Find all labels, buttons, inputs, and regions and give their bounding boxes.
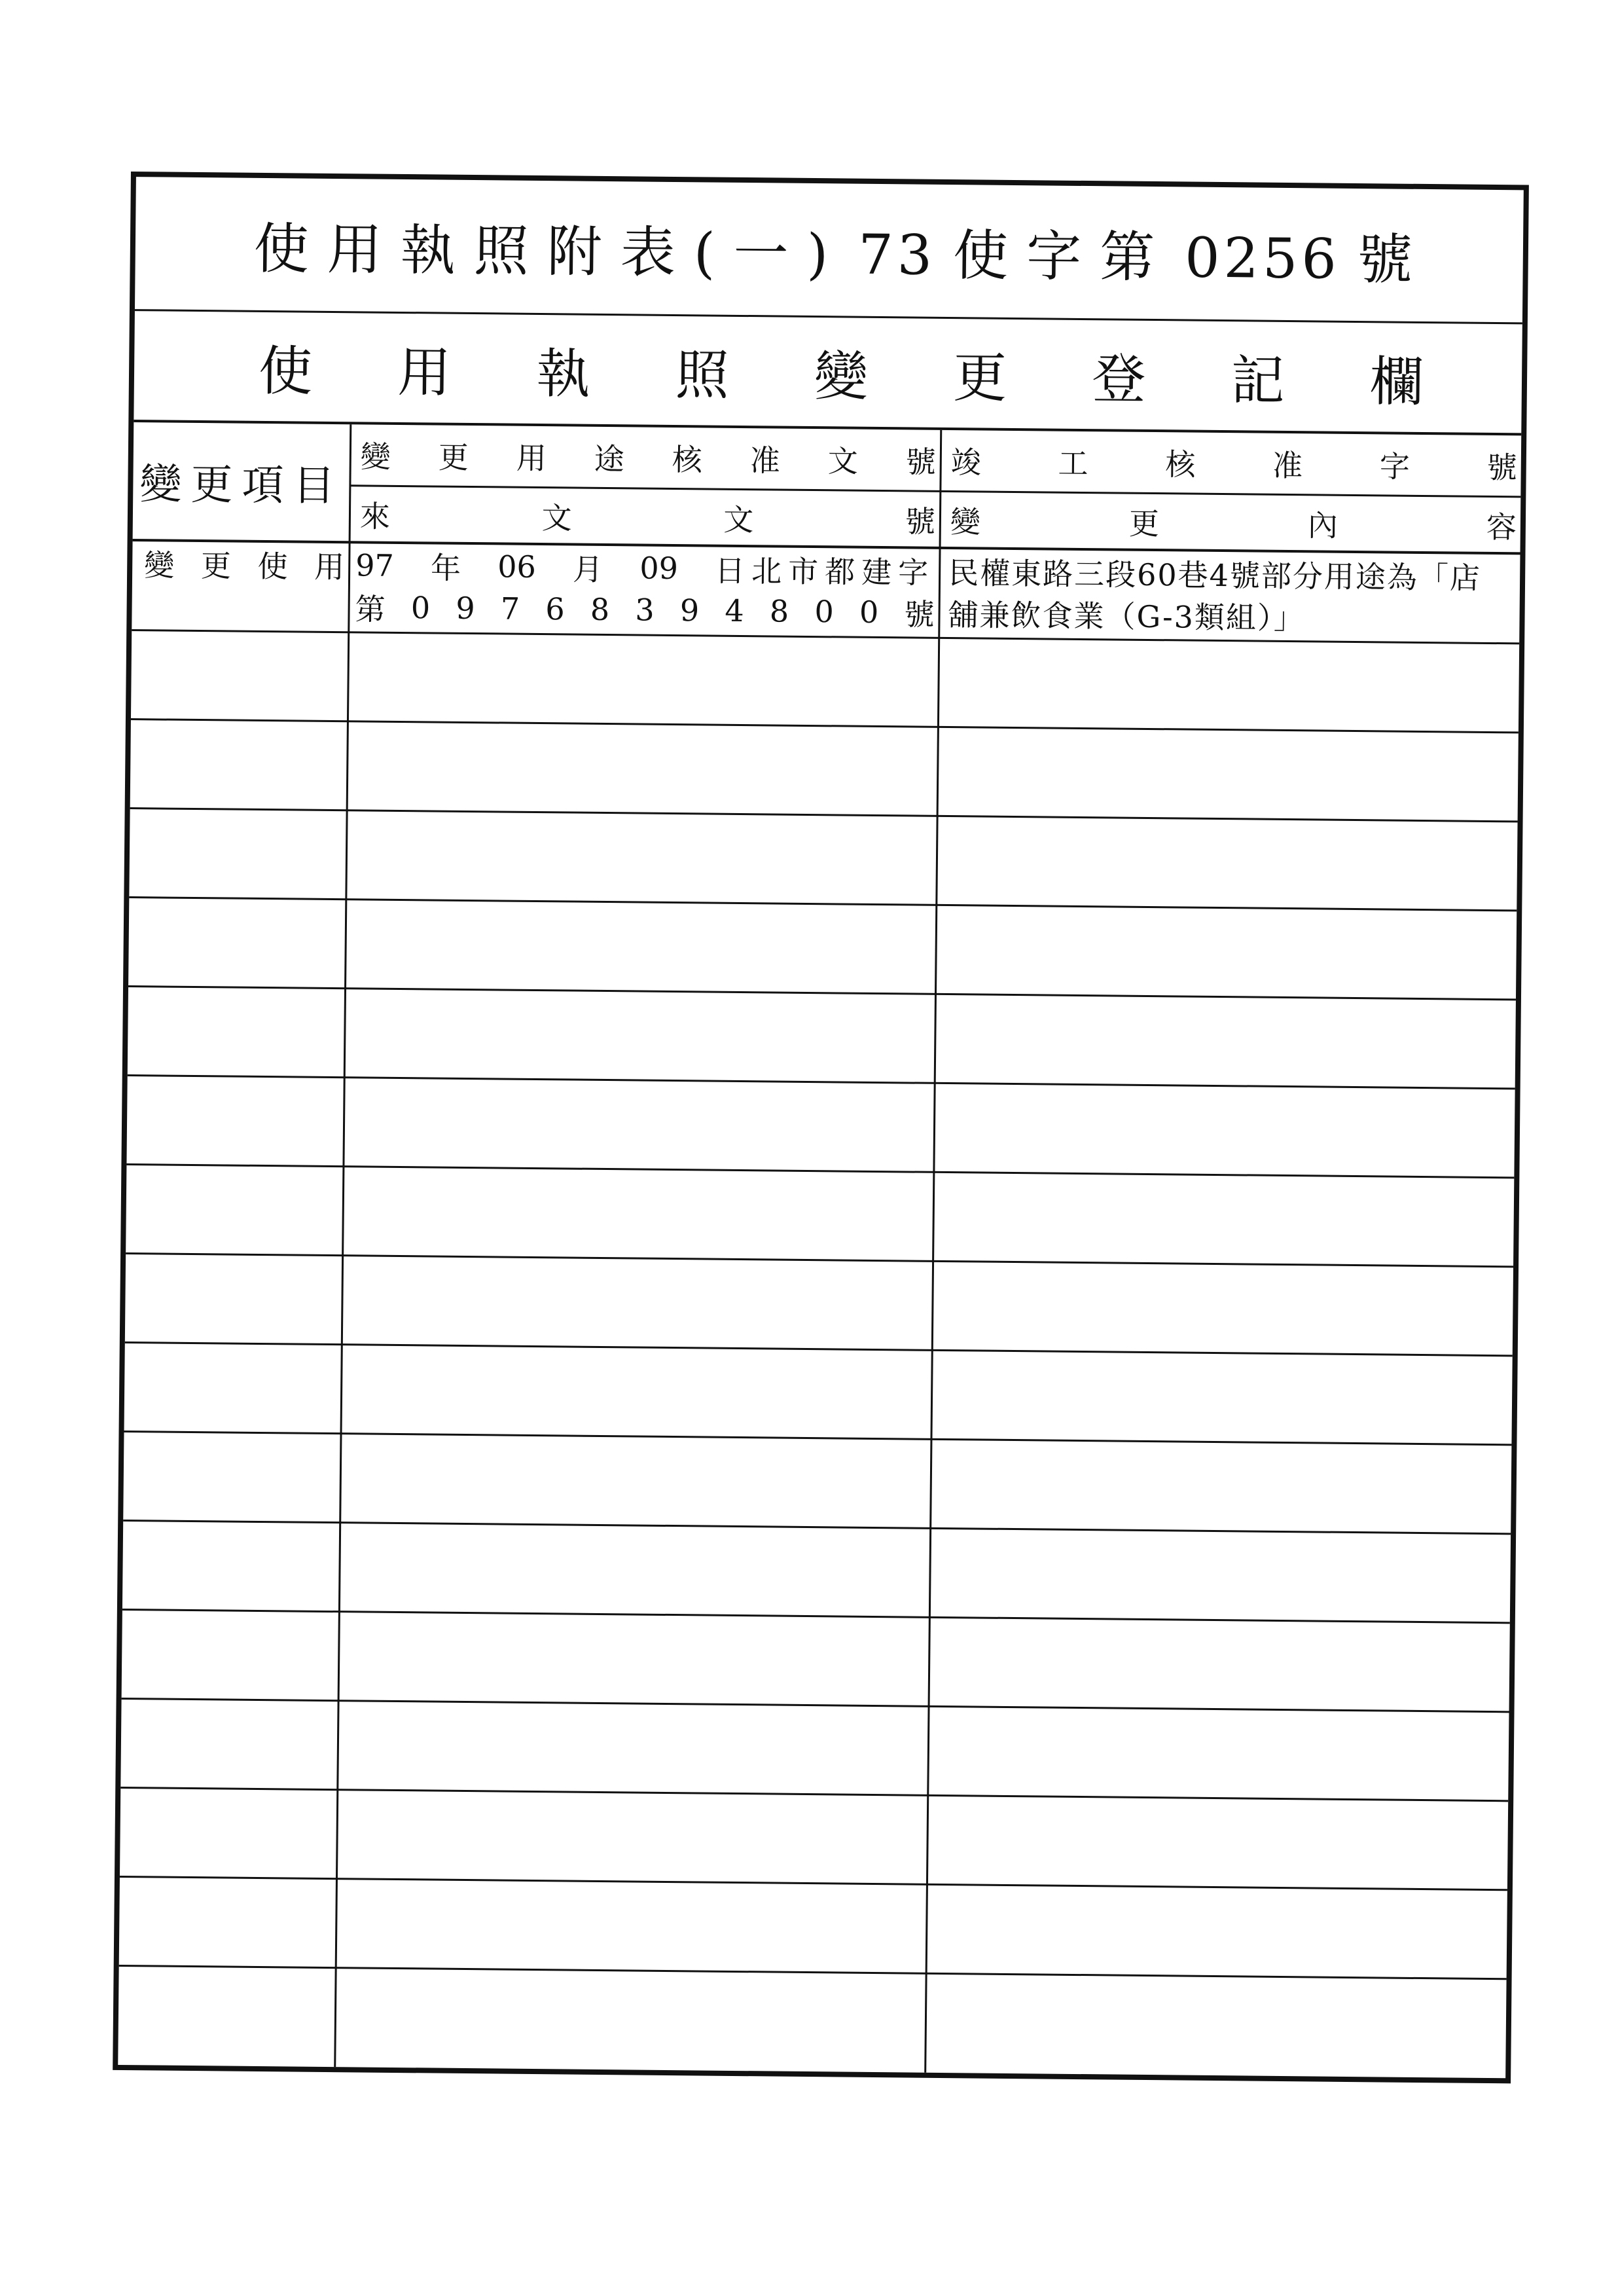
subtitle-char: 欄 [1369, 350, 1424, 414]
row-change-item: 變 更 使 用 [143, 547, 345, 585]
row-document-line-2: 第 0 9 7 6 8 3 9 4 8 0 0 號 [355, 590, 935, 632]
row-line [124, 1430, 1512, 1446]
row-line [129, 896, 1517, 911]
row-line [119, 1965, 1507, 1980]
form-title [253, 204, 1431, 295]
row-line [128, 1074, 1515, 1089]
header-change-content: 變 更 內 容 [950, 503, 1517, 545]
header-incoming-number: 來 文 文 號 [359, 498, 936, 539]
subtitle-char: 變 [814, 345, 869, 409]
registration-table [118, 422, 1521, 2078]
header-change-item: 變更項目 [139, 460, 344, 511]
title-year: 73 [857, 222, 937, 287]
header-completion-number: 竣 工 核 准 字 號 [950, 445, 1517, 486]
row-line [128, 985, 1516, 1000]
title-prefix: 使用執照附表(一) [253, 216, 847, 286]
row-line [123, 1520, 1511, 1535]
row-line [126, 1163, 1514, 1178]
subtitle-char: 執 [536, 342, 590, 406]
row-content-line-1: 民權東路三段60巷4號部分用途為「店 [948, 555, 1482, 596]
row-line [125, 1341, 1513, 1357]
title-suffix: 號 [1357, 227, 1431, 292]
row-line [126, 1252, 1513, 1267]
row-line [122, 1698, 1509, 1713]
subtitle-char: 更 [952, 346, 1007, 410]
subtitle-char: 用 [397, 341, 452, 405]
title-middle: 使字第 [952, 223, 1174, 289]
row-line [122, 1609, 1510, 1624]
form-subtitle [134, 311, 1522, 435]
header-approval-number: 變 更 用 途 核 准 文 號 [360, 439, 937, 480]
row-line [120, 1876, 1507, 1891]
row-line [120, 1787, 1508, 1802]
registration-form [113, 172, 1529, 2083]
subtitle-char: 登 [1091, 348, 1146, 411]
title-number: 0256 [1184, 225, 1341, 291]
column-divider [334, 424, 351, 2067]
subtitle-char: 使 [258, 340, 313, 403]
subtitle-char: 照 [675, 344, 730, 407]
form-title-row [135, 177, 1524, 324]
row-line [130, 807, 1518, 822]
row-line [131, 718, 1519, 733]
row-document-line-1: 97 年 06 月 09 日北市都建字 [355, 547, 935, 591]
column-divider [924, 430, 942, 2073]
row-content-line-2: 舖兼飲食業（G-3類組）」 [948, 597, 1306, 636]
subtitle-char: 記 [1231, 349, 1285, 412]
